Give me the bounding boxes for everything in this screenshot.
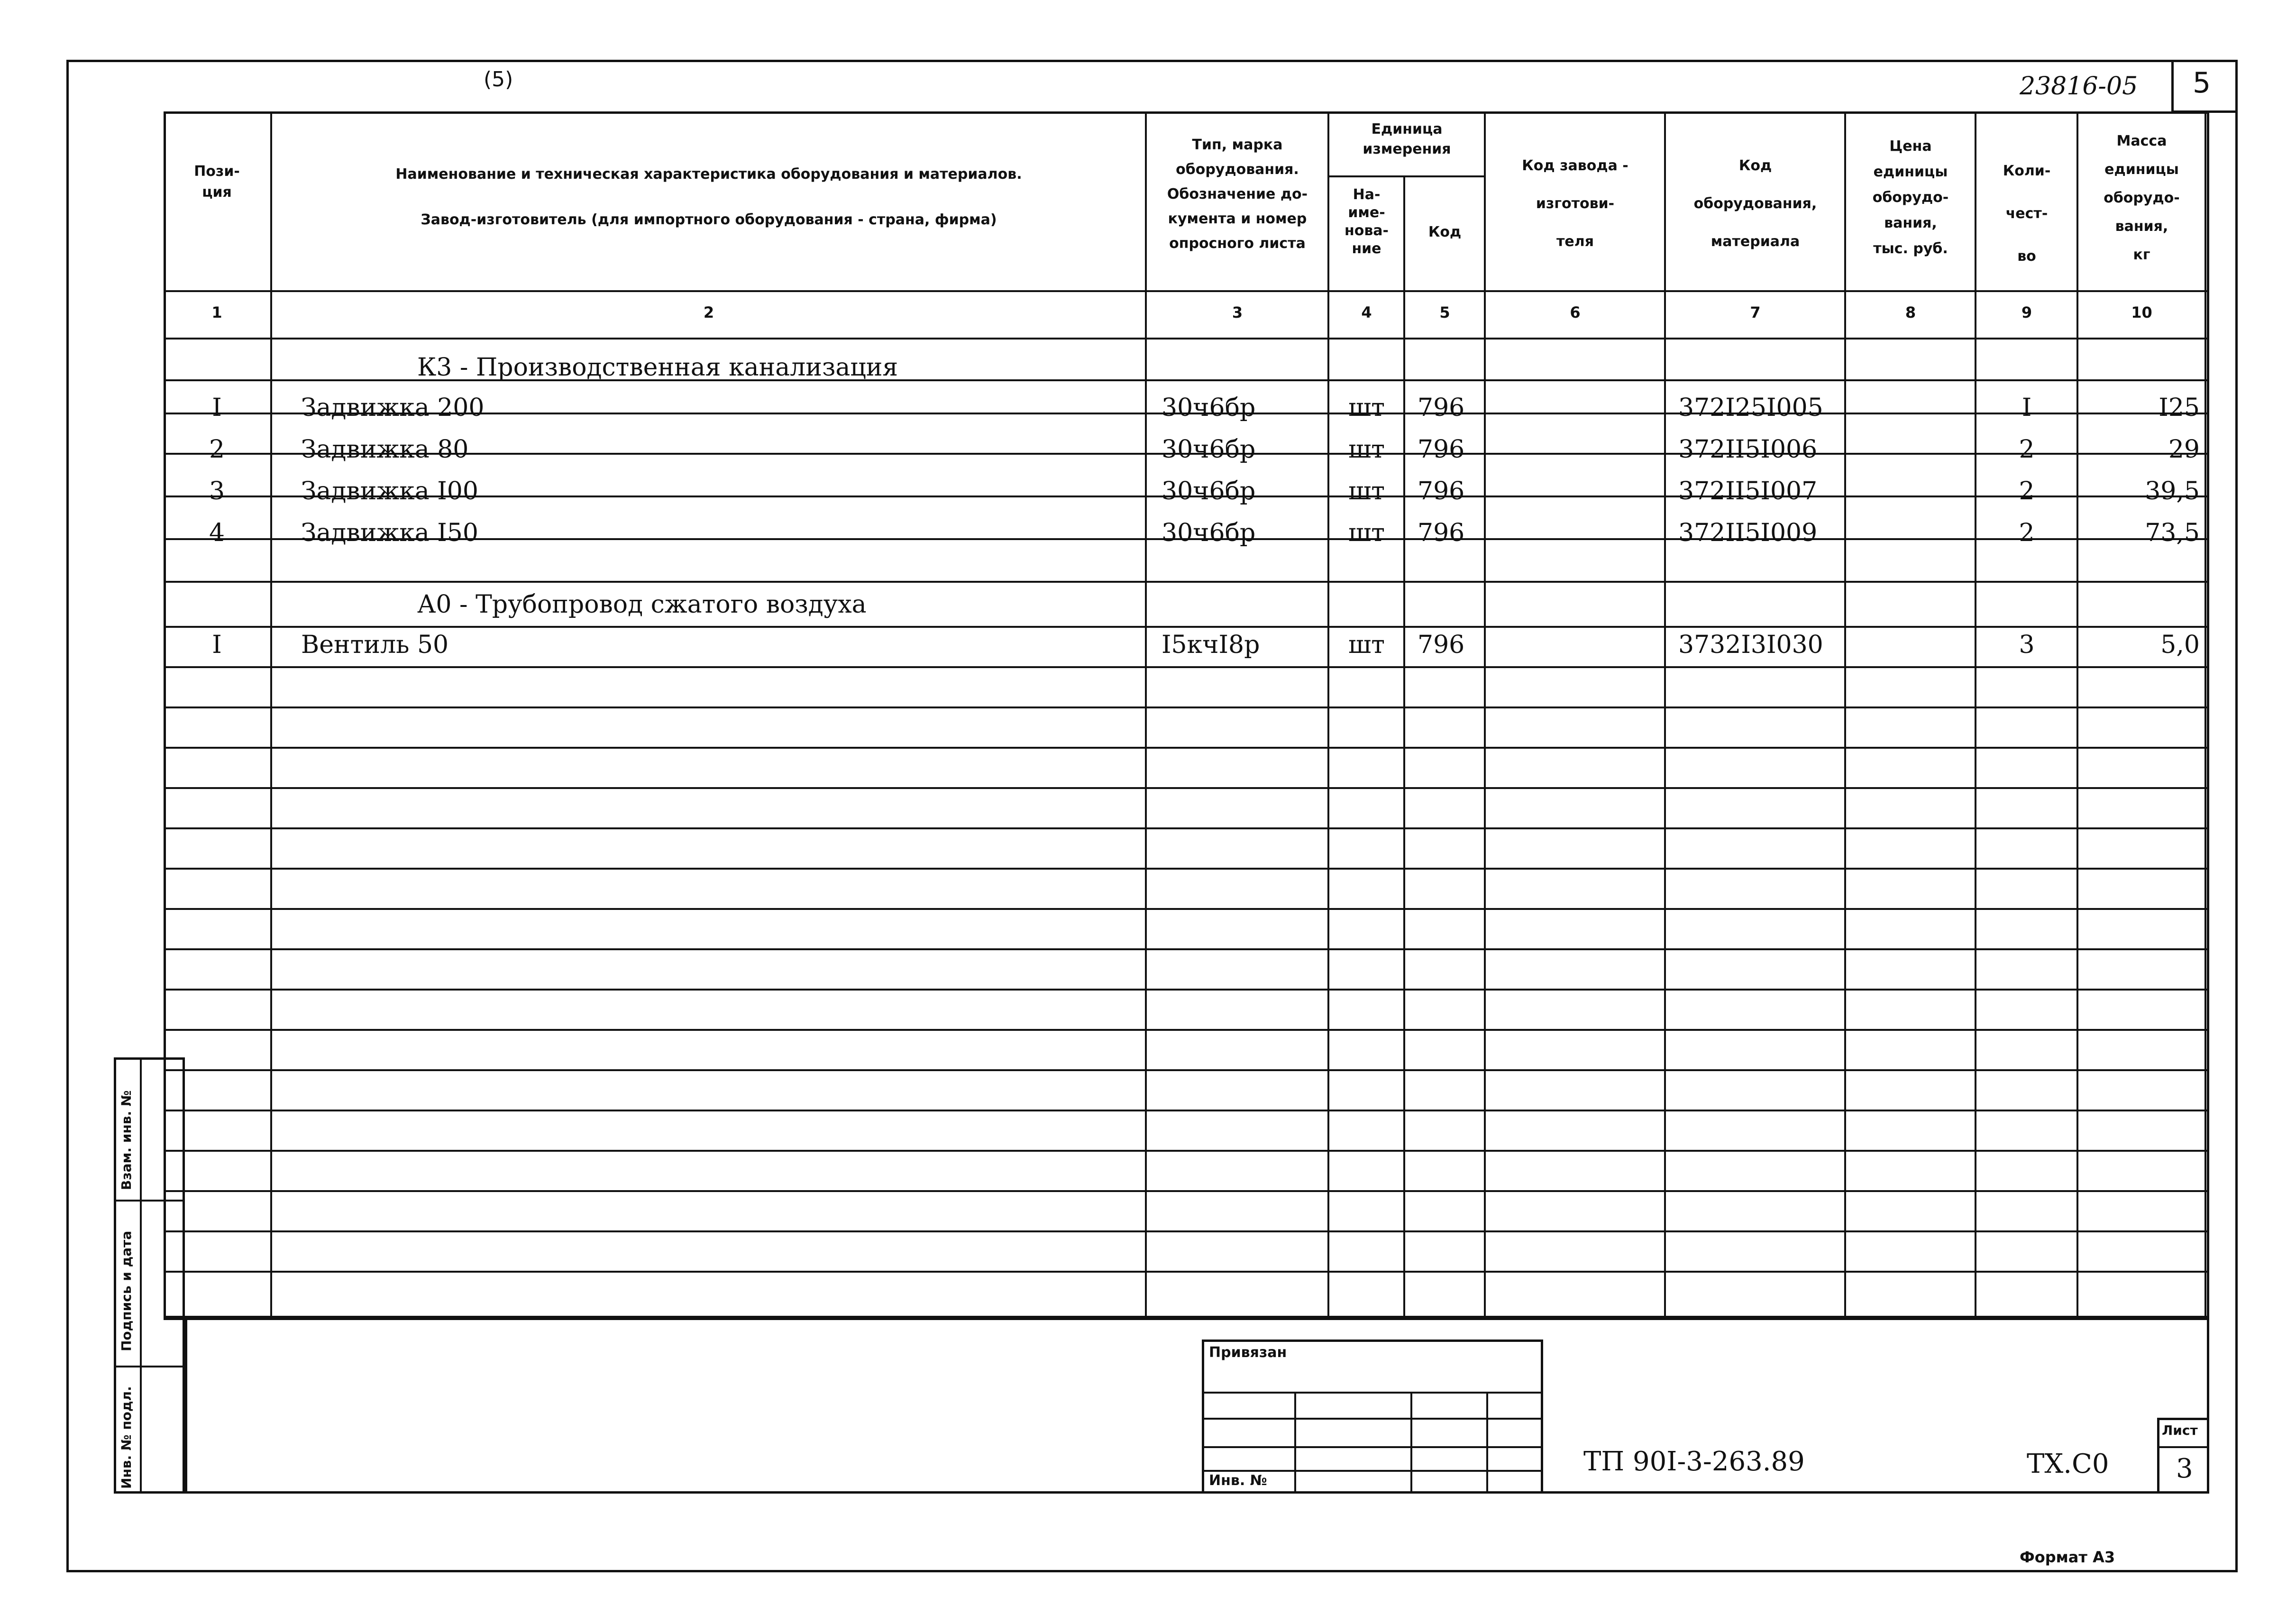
table-cell-code: 372II5I009 — [1678, 519, 1818, 547]
table-cell-type: I5кчI8р — [1162, 631, 1260, 659]
table-cell-pos: 4 — [209, 519, 225, 547]
table-cell-unit-code: 796 — [1418, 394, 1465, 422]
header-position: Пози- ция — [194, 163, 240, 201]
table-cell-pos: 3 — [209, 477, 225, 505]
colnum: 4 — [1361, 303, 1372, 321]
table-cell-qty: 2 — [2019, 435, 2035, 464]
table-cell-mass: 5,0 — [2160, 631, 2200, 659]
header-unit-code: Код — [1428, 224, 1462, 240]
header-type: Тип, марка оборудования. Обозначение до- кумента и номер опросного листа — [1167, 137, 1308, 252]
header-price: Цена единицы оборудо- вания, тыс. руб. — [1872, 138, 1949, 257]
header-unit-name: На- име- нова- ние — [1344, 186, 1389, 257]
table-cell-pos: I — [212, 631, 222, 659]
header-plant-code: Код завода - изготови- теля — [1522, 157, 1628, 250]
inventory-label: Инв. № — [1209, 1472, 1267, 1489]
table-cell-unit: шт — [1348, 394, 1385, 422]
colnum: 9 — [2021, 303, 2032, 321]
table-cell-mass: 29 — [2168, 435, 2200, 464]
table-cell-name: Задвижка I50 — [301, 519, 478, 547]
bound-label: Привязан — [1209, 1344, 1287, 1361]
table-cell-type: 30ч6бр — [1162, 435, 1256, 464]
table-cell-qty: 2 — [2019, 519, 2035, 547]
header-mass: Масса единицы оборудо- вания, кг — [2104, 133, 2180, 263]
sheet-number: 3 — [2176, 1453, 2193, 1484]
header-name: Наименование и техническая характеристика оборудования и материалов. Завод-изготовитель (для импортного оборудования - страна, фирма) — [395, 166, 1022, 228]
table-cell-qty: 3 — [2019, 631, 2035, 659]
document-code: ТП 90I-3-263.89 — [1583, 1446, 1805, 1477]
table-cell-unit-code: 796 — [1418, 631, 1465, 659]
section-title: К3 - Производственная канализация — [417, 353, 898, 382]
section-title: А0 - Трубопровод сжатого воздуха — [417, 590, 867, 619]
set-code: ТХ.С0 — [2027, 1449, 2109, 1479]
header-equipment-code: Код оборудования, материала — [1693, 157, 1817, 250]
colnum: 6 — [1570, 303, 1581, 321]
table-cell-qty: 2 — [2019, 477, 2035, 505]
format-label: Формат А3 — [2020, 1548, 2115, 1566]
table-cell-code: 372I25I005 — [1678, 394, 1823, 422]
title-block — [185, 1318, 2209, 1494]
colnum: 5 — [1439, 303, 1450, 321]
table-cell-unit: шт — [1348, 519, 1385, 547]
table-cell-unit-code: 796 — [1418, 519, 1465, 547]
colnum: 8 — [1905, 303, 1916, 321]
table-cell-unit: шт — [1348, 477, 1385, 505]
table-cell-name: Вентиль 50 — [301, 631, 449, 659]
side-stamp-replacement: Взам. инв. № — [119, 1090, 134, 1190]
table-cell-unit: шт — [1348, 435, 1385, 464]
colnum: 2 — [703, 303, 714, 321]
table-cell-code: 3732I3I030 — [1678, 631, 1823, 659]
colnum: 3 — [1232, 303, 1243, 321]
spec-table — [164, 111, 2209, 1318]
table-cell-pos: I — [212, 394, 222, 422]
header-unit-group: Единица измерения — [1363, 121, 1451, 157]
table-cell-type: 30ч6бр — [1162, 477, 1256, 505]
colnum: 7 — [1750, 303, 1761, 321]
table-cell-code: 372II5I006 — [1678, 435, 1818, 464]
table-cell-type: 30ч6бр — [1162, 394, 1256, 422]
table-cell-unit-code: 796 — [1418, 477, 1465, 505]
table-cell-code: 372II5I007 — [1678, 477, 1818, 505]
page-number: 5 — [2193, 66, 2211, 100]
colnum: 10 — [2131, 303, 2152, 321]
table-cell-mass: 39,5 — [2145, 477, 2200, 505]
table-cell-unit-code: 796 — [1418, 435, 1465, 464]
table-cell-name: Задвижка I00 — [301, 477, 478, 505]
table-cell-mass: I25 — [2159, 394, 2200, 422]
table-cell-type: 30ч6бр — [1162, 519, 1256, 547]
table-cell-pos: 2 — [209, 435, 225, 464]
sheet-label: Лист — [2162, 1422, 2198, 1438]
table-cell-qty: I — [2022, 394, 2032, 422]
colnum: 1 — [211, 303, 222, 321]
table-cell-name: Задвижка 200 — [301, 394, 485, 422]
table-cell-unit: шт — [1348, 631, 1385, 659]
side-stamp-inventory: Инв. № подл. — [119, 1386, 134, 1489]
table-cell-mass: 73,5 — [2145, 519, 2200, 547]
table-cell-name: Задвижка 80 — [301, 435, 469, 464]
header-quantity: Коли- чест- во — [2003, 163, 2051, 265]
handwritten-code: 23816-05 — [2020, 72, 2138, 101]
sheet-label: (5) — [484, 67, 513, 92]
side-stamp-signature: Подпись и дата — [119, 1230, 134, 1351]
